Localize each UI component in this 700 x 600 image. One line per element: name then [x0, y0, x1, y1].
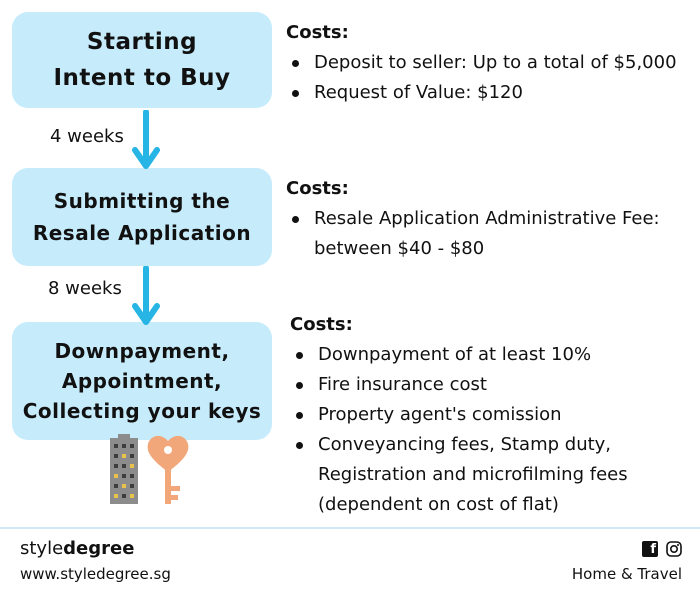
brand-degree: degree	[63, 538, 135, 559]
social-icons	[642, 541, 682, 557]
arrow-down-icon	[132, 266, 160, 326]
duration-label: 8 weeks	[48, 278, 122, 299]
duration-label: 4 weeks	[50, 126, 124, 147]
costs-heading: Costs:	[286, 178, 349, 199]
brand-logo	[20, 538, 134, 559]
costs-block-step-1	[286, 18, 698, 108]
cost-item: Resale Application Administrative Fee: between $40 - $80	[286, 204, 699, 264]
costs-block-step-2	[286, 174, 686, 264]
cost-item: Request of Value: $120	[286, 78, 698, 108]
building-icon	[108, 434, 140, 504]
footer-divider	[0, 527, 700, 529]
costs-list	[290, 340, 690, 520]
website-link[interactable]: www.styledegree.sg	[20, 565, 171, 583]
costs-block-step-3	[290, 310, 690, 520]
cost-item: Fire insurance cost	[290, 370, 690, 400]
instagram-icon[interactable]	[666, 541, 682, 557]
costs-list	[286, 204, 686, 264]
cost-item: Property agent's comission	[290, 400, 690, 430]
category-label: Home & Travel	[571, 565, 682, 583]
step-1-line-2: Intent to Buy	[53, 65, 231, 91]
heart-key-icon	[146, 432, 190, 506]
cost-item: Conveyancing fees, Stamp duty, Registration and microfilming fees (dependent on cost of flat)	[290, 430, 678, 520]
step-downpayment-collecting-keys	[12, 322, 272, 440]
costs-heading: Costs:	[290, 314, 353, 335]
cost-item: Deposit to seller: Up to a total of $5,000	[286, 48, 698, 78]
step-3-line-3: Collecting your keys	[22, 399, 262, 423]
brand-style: style	[20, 538, 64, 559]
costs-heading: Costs:	[286, 22, 349, 43]
step-1-line-1: Starting	[86, 29, 198, 55]
arrow-down-icon	[132, 110, 160, 170]
step-starting-intent-to-buy	[12, 12, 272, 108]
cost-item: Downpayment of at least 10%	[290, 340, 690, 370]
step-submitting-resale-application	[12, 168, 272, 266]
step-2-line-1: Submitting the	[53, 189, 231, 213]
step-2-line-2: Resale Application	[32, 221, 252, 245]
step-3-line-2: Appointment,	[61, 369, 223, 393]
facebook-icon[interactable]: f	[642, 541, 658, 557]
costs-list	[286, 48, 698, 108]
step-3-line-1: Downpayment,	[54, 339, 230, 363]
